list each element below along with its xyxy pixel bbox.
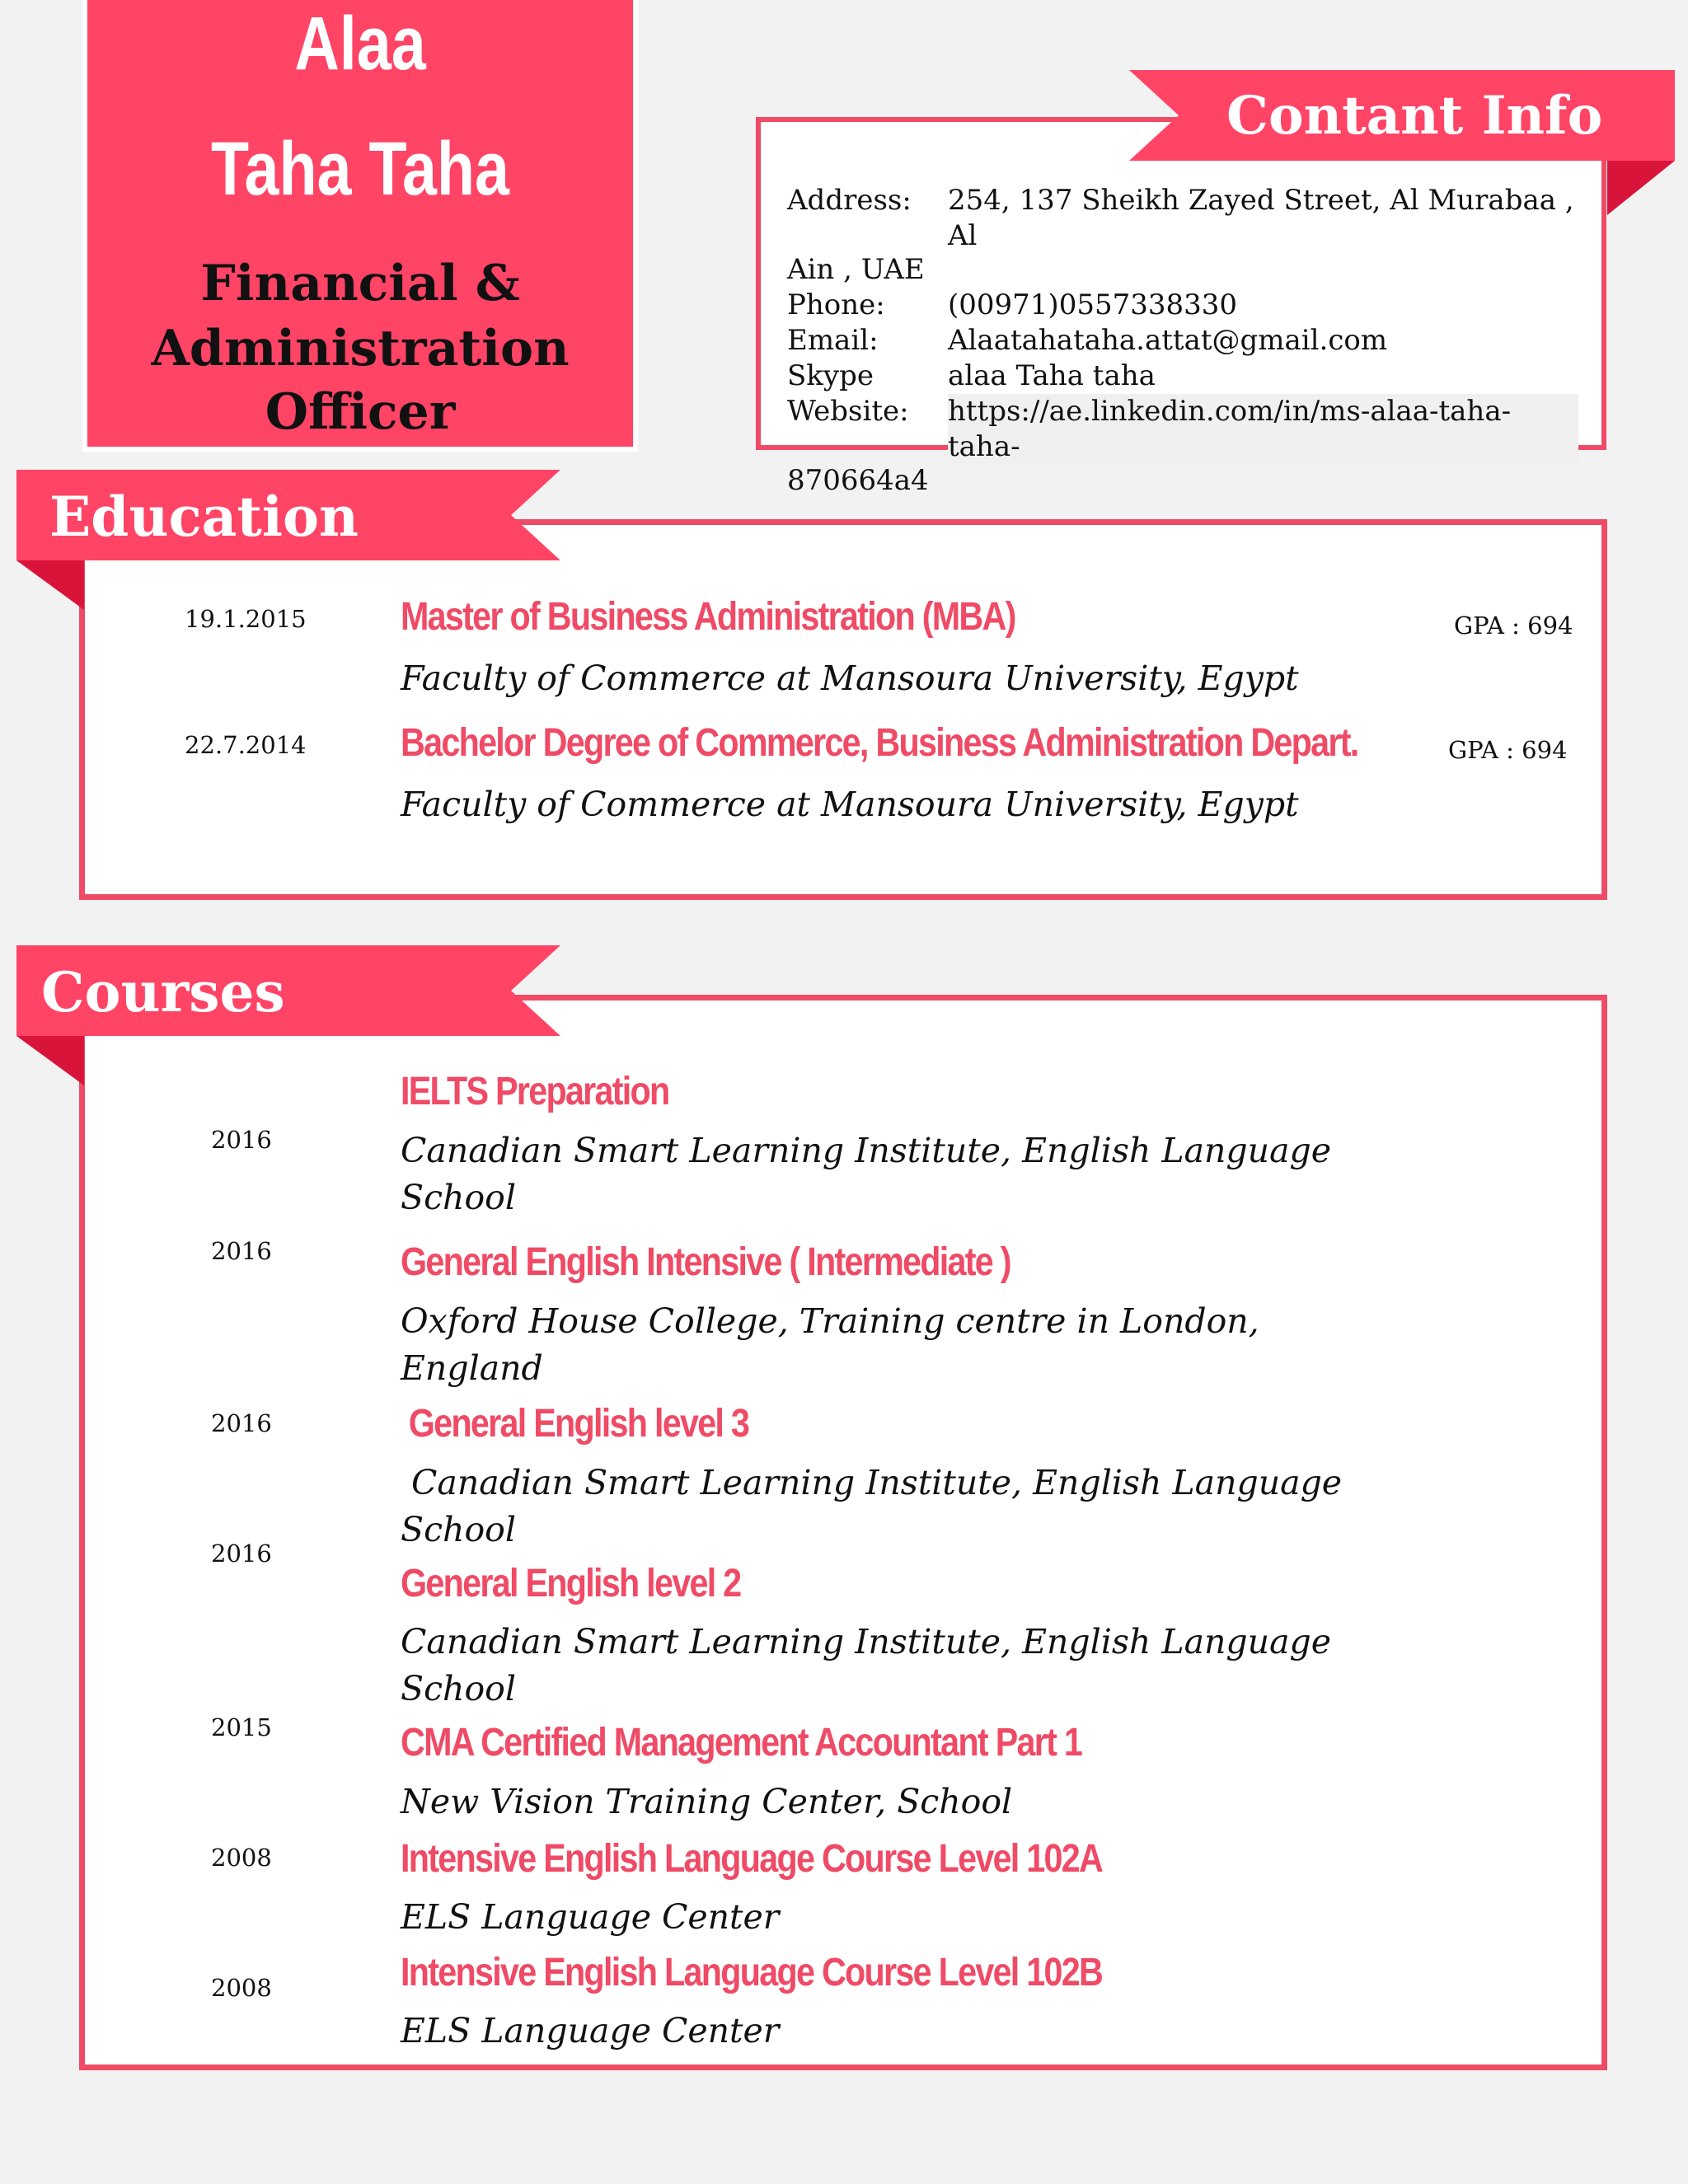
course-institution: Canadian Smart Learning Institute, English Language bbox=[401, 1622, 1332, 1661]
job-title-line-2: Administration bbox=[151, 320, 570, 377]
website-link[interactable]: https://ae.linkedin.com/in/ms-alaa-taha-taha- bbox=[948, 394, 1578, 465]
course-title: General English level 3 bbox=[401, 1402, 749, 1446]
education-date: 19.1.2015 bbox=[185, 605, 307, 633]
phone-value: (00971)0557338330 bbox=[948, 288, 1238, 321]
email-label: Email: bbox=[787, 324, 879, 357]
course-title: IELTS Preparation bbox=[401, 1070, 669, 1113]
course-institution: ELS Language Center bbox=[401, 2011, 780, 2050]
education-date: 22.7.2014 bbox=[185, 731, 307, 759]
course-date: 2008 bbox=[211, 1974, 272, 2002]
contact-row-skype bbox=[787, 359, 1578, 394]
email-value[interactable]: Alaatahataha.attat@gmail.com bbox=[948, 324, 1388, 357]
course-title: Intensive English Language Course Level 102A bbox=[401, 1837, 1103, 1881]
job-title-line-1: Financial & bbox=[200, 255, 520, 312]
job-title-line-3: Officer bbox=[265, 383, 456, 441]
skype-value: alaa Taha taha bbox=[948, 359, 1156, 392]
courses-heading: Courses bbox=[41, 960, 285, 1024]
education-gpa: GPA : 694 bbox=[1448, 736, 1568, 764]
skype-label: Skype bbox=[787, 359, 874, 392]
course-institution: Canadian Smart Learning Institute, English Language bbox=[401, 1463, 1343, 1502]
course-title: Intensive English Language Course Level 102B bbox=[401, 1951, 1103, 1994]
address-label: Address: bbox=[787, 184, 912, 217]
website-wrap[interactable]: 870664a4 bbox=[787, 464, 929, 497]
course-date: 2016 bbox=[211, 1126, 272, 1154]
course-institution: ELS Language Center bbox=[401, 1897, 780, 1937]
course-institution-cont: School bbox=[401, 1669, 516, 1708]
phone-label: Phone: bbox=[787, 288, 885, 321]
course-date: 2016 bbox=[211, 1237, 272, 1265]
course-title: General English Intensive ( Intermediate ) bbox=[401, 1240, 1010, 1284]
name-title-block bbox=[82, 0, 638, 452]
contact-row-phone bbox=[787, 288, 1578, 323]
course-institution-cont: England bbox=[401, 1348, 543, 1388]
course-date: 2015 bbox=[211, 1713, 272, 1741]
last-name: Taha Taha bbox=[211, 127, 509, 211]
course-title: General English level 2 bbox=[401, 1562, 741, 1605]
course-institution-cont: School bbox=[401, 1510, 516, 1549]
course-institution-cont: School bbox=[401, 1178, 516, 1217]
course-title: CMA Certified Management Accountant Part 1 bbox=[401, 1721, 1082, 1765]
address-value: 254, 137 Sheikh Zayed Street, Al Murabaa , Al bbox=[948, 184, 1574, 252]
education-degree: Master of Business Administration (MBA) bbox=[401, 595, 1015, 639]
contact-heading: Contant Info bbox=[1226, 85, 1603, 147]
education-institution: Faculty of Commerce at Mansoura University, Egypt bbox=[401, 785, 1299, 824]
address-wrap: Ain , UAE bbox=[787, 253, 925, 286]
contact-row-email bbox=[787, 323, 1578, 359]
course-date: 2016 bbox=[211, 1409, 272, 1437]
website-label: Website: bbox=[787, 395, 909, 428]
education-degree: Bachelor Degree of Commerce, Business Administration Depart. bbox=[401, 721, 1358, 765]
contact-details bbox=[787, 183, 1578, 499]
course-date: 2016 bbox=[211, 1540, 272, 1568]
first-name: Alaa bbox=[294, 2, 426, 86]
contact-row-website bbox=[787, 394, 1578, 465]
education-heading: Education bbox=[49, 485, 359, 549]
education-gpa: GPA : 694 bbox=[1454, 612, 1573, 640]
course-institution: Oxford House College, Training centre in London, bbox=[401, 1301, 1259, 1341]
education-institution: Faculty of Commerce at Mansoura University, Egypt bbox=[401, 658, 1299, 698]
course-institution: Canadian Smart Learning Institute, English Language bbox=[401, 1131, 1332, 1170]
course-date: 2008 bbox=[211, 1844, 272, 1872]
course-institution: New Vision Training Center, School bbox=[401, 1782, 1013, 1821]
